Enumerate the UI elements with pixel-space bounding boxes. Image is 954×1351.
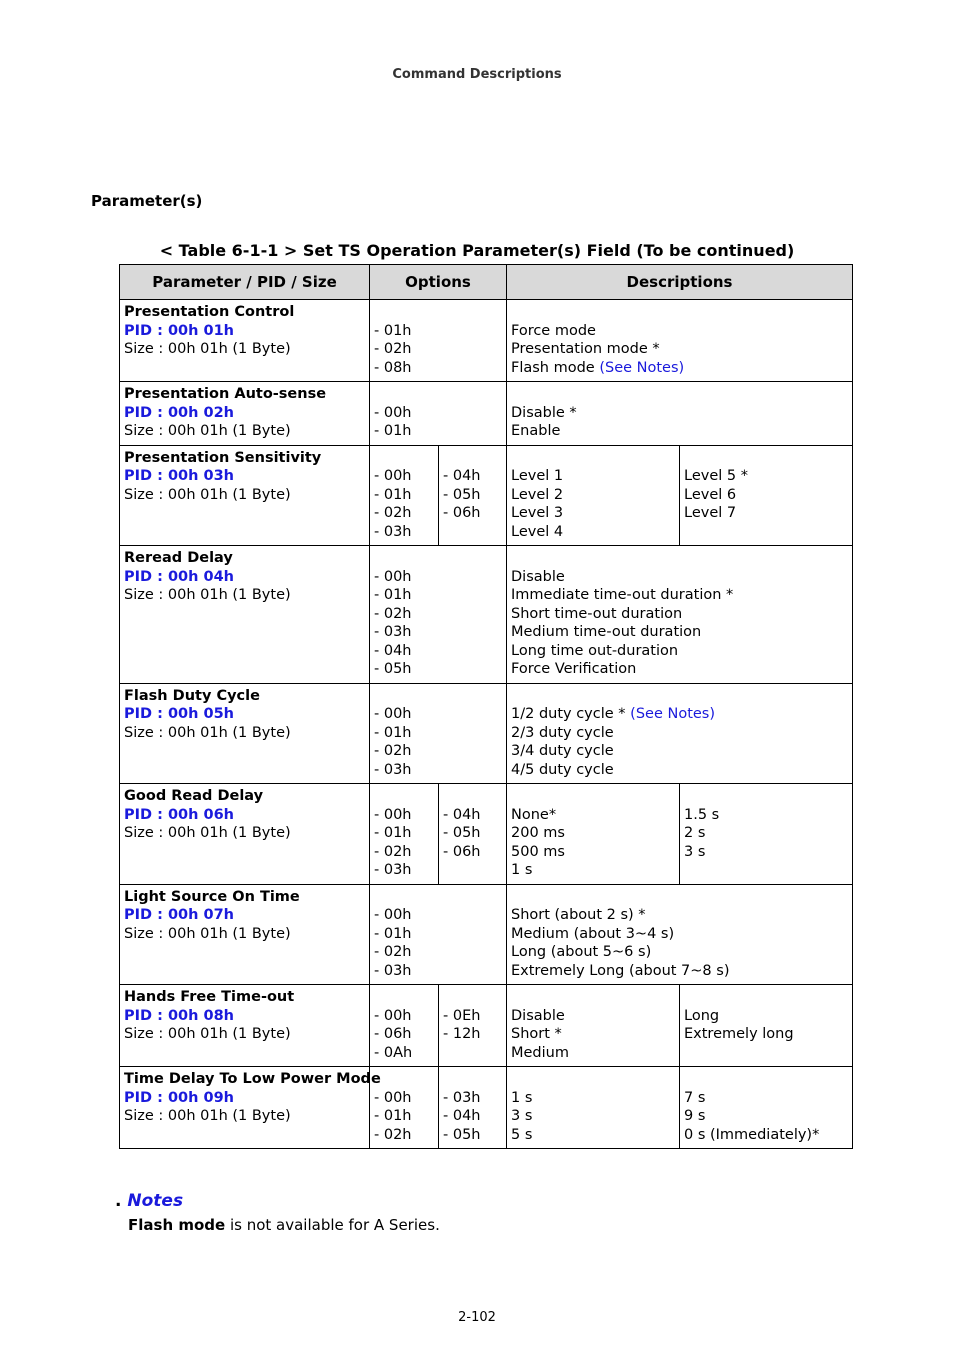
parameter-pid: PID : 00h 06h (124, 806, 235, 823)
cell-line-text: 2/3 duty cycle (511, 724, 614, 741)
cell-line-text: Force mode (511, 322, 596, 339)
cell-spacer (374, 687, 502, 706)
cell-line (511, 660, 848, 679)
descriptions-cell (507, 546, 853, 684)
cell-line-text: Enable (511, 423, 561, 439)
cell-line (684, 1107, 848, 1126)
table-body (120, 300, 853, 1149)
cell-line-text: 7 s (684, 1089, 706, 1106)
cell-line-text: 3 s (511, 1108, 533, 1124)
cell-line (443, 467, 502, 486)
cell-line-text: 2 s (684, 825, 706, 841)
cell-line (684, 1007, 848, 1026)
cell-line-text: - 0Eh (443, 1007, 481, 1024)
cell-line (443, 806, 502, 825)
parameter-size: Size : 00h 01h (1 Byte) (124, 825, 291, 841)
cell-line-text: None* (511, 806, 557, 823)
cell-line (374, 660, 502, 679)
cell-spacer (374, 449, 434, 468)
notes-heading (115, 1191, 183, 1211)
cell-line (511, 724, 848, 743)
options-cell (370, 382, 507, 446)
cell-line (684, 486, 848, 505)
cell-line (374, 843, 434, 862)
cell-line (374, 486, 434, 505)
descriptions-cell-left (507, 1067, 680, 1149)
running-header: Command Descriptions (392, 67, 562, 82)
cell-spacer (511, 687, 848, 706)
parameter-cell (120, 546, 370, 684)
column-header-options: Options (370, 265, 507, 300)
cell-line-text: - 01h (374, 587, 412, 603)
cell-line (511, 906, 848, 925)
options-cell-right (439, 985, 507, 1067)
parameter-pid: PID : 00h 08h (124, 1007, 235, 1024)
parameter-pid: PID : 00h 04h (124, 568, 235, 585)
cell-spacer (374, 303, 502, 322)
parameter-size: Size : 00h 01h (1 Byte) (124, 486, 291, 503)
cell-line-text: Flash mode (511, 359, 595, 376)
notes-body (128, 1216, 440, 1234)
parameter-pid: PID : 00h 02h (124, 404, 235, 421)
parameter-size: Size : 00h 01h (1 Byte) (124, 925, 291, 942)
cell-line (511, 742, 848, 761)
cell-line-text: - 04h (374, 642, 412, 659)
cell-line-text: Extremely Long (about 7~8 s) (511, 962, 730, 979)
cell-line-text: - 02h (374, 341, 412, 357)
table-row (120, 445, 853, 546)
cell-line (511, 843, 675, 862)
parameter-size: Size : 00h 01h (1 Byte) (124, 341, 291, 357)
cell-line (511, 523, 675, 542)
cell-line-text: - 02h (374, 944, 412, 960)
parameter-pid: PID : 00h 01h (124, 322, 235, 339)
options-cell-left (370, 985, 439, 1067)
cell-line-text: 200 ms (511, 825, 565, 841)
table-row (120, 784, 853, 885)
cell-line (511, 1007, 675, 1026)
cell-line (374, 1089, 434, 1108)
cell-line-text: 5 s (511, 1126, 533, 1143)
descriptions-cell (507, 300, 853, 382)
parameter-name: Flash Duty Cycle (124, 687, 260, 704)
cell-line (443, 1025, 502, 1044)
cell-line (511, 761, 848, 780)
parameter-size: Size : 00h 01h (1 Byte) (124, 587, 291, 603)
cell-line-text: 9 s (684, 1108, 706, 1124)
parameter-cell (120, 884, 370, 985)
cell-spacer (511, 303, 848, 322)
parameter-name: Light Source On Time (124, 888, 300, 905)
cell-line-text: Disable (511, 568, 565, 585)
column-header-parameter: Parameter / PID / Size (120, 265, 370, 300)
options-cell (370, 683, 507, 784)
cell-line-text: Level 2 (511, 486, 564, 503)
cell-line-text: - 03h (374, 624, 412, 640)
cell-line-text: 0 s (Immediately)* (684, 1126, 820, 1143)
cell-line-text: - 01h (374, 825, 412, 841)
table-row (120, 1067, 853, 1149)
cell-line (374, 1025, 434, 1044)
cell-line (511, 467, 675, 486)
cell-line-text: Medium (about 3~4 s) (511, 925, 675, 942)
cell-line (511, 824, 675, 843)
table-caption: < Table 6-1-1 > Set TS Operation Parameter(s) Field (To be continued) (159, 241, 795, 260)
cell-line-text: Disable * (511, 404, 577, 421)
cell-line (374, 340, 502, 359)
cell-line (443, 1107, 502, 1126)
cell-line-text: - 02h (374, 505, 412, 521)
cell-line (374, 824, 434, 843)
cell-line (684, 1126, 848, 1145)
cell-line-text: - 01h (374, 423, 412, 439)
cell-spacer (511, 888, 848, 907)
parameter-cell (120, 300, 370, 382)
table-row (120, 985, 853, 1067)
parameter-name: Time Delay To Low Power Mode (124, 1071, 381, 1087)
cell-line (511, 861, 675, 880)
cell-line-text: Short * (511, 1026, 562, 1042)
descriptions-cell (507, 884, 853, 985)
cell-line (374, 642, 502, 661)
column-header-descriptions: Descriptions (507, 265, 853, 300)
cell-line-text: - 01h (374, 486, 412, 503)
cell-line (374, 1107, 434, 1126)
see-notes-link: (See Notes) (630, 706, 716, 722)
cell-line (684, 467, 848, 486)
cell-line (511, 340, 848, 359)
cell-line (511, 1107, 675, 1126)
page-number: 2-102 (458, 1310, 496, 1325)
cell-line-text: Presentation mode * (511, 341, 660, 357)
options-cell (370, 300, 507, 382)
cell-line-text: 1.5 s (684, 806, 720, 823)
cell-line-text: - 00h (374, 806, 412, 823)
cell-line-text: - 00h (374, 1089, 412, 1106)
cell-line-text: Long (about 5~6 s) (511, 944, 652, 960)
cell-line (374, 943, 502, 962)
cell-line-text: Short time-out duration (511, 605, 683, 622)
cell-line-text: Medium (511, 1044, 569, 1061)
cell-line-text: Level 7 (684, 505, 737, 521)
cell-line-text: - 05h (443, 825, 481, 841)
cell-line (374, 861, 434, 880)
cell-line-text: Disable (511, 1007, 565, 1024)
cell-line (374, 1007, 434, 1026)
cell-line-text: - 02h (374, 605, 412, 622)
notes-text: is not available for A Series. (225, 1216, 440, 1234)
descriptions-cell-left (507, 985, 680, 1067)
cell-line-text: Immediate time-out duration * (511, 587, 734, 603)
parameter-pid: PID : 00h 09h (124, 1089, 235, 1106)
cell-line (443, 1089, 502, 1108)
cell-line (511, 504, 675, 523)
cell-line-text: Level 1 (511, 468, 564, 484)
cell-line-text: Level 6 (684, 486, 737, 503)
cell-line-text: - 04h (443, 806, 481, 823)
notes-title: Notes (127, 1191, 184, 1211)
options-cell (370, 884, 507, 985)
cell-line-text: 500 ms (511, 843, 565, 860)
cell-line (443, 843, 502, 862)
cell-line-text: - 03h (374, 862, 412, 878)
parameter-name: Good Read Delay (124, 788, 264, 804)
cell-line-text: 1 s (511, 1089, 533, 1106)
parameter-cell (120, 683, 370, 784)
cell-line-text: - 03h (374, 761, 412, 778)
cell-spacer (374, 988, 434, 1007)
cell-spacer (511, 385, 848, 404)
cell-line-text: - 02h (374, 743, 412, 759)
parameter-cell (120, 1067, 381, 1149)
cell-line-text: - 05h (374, 661, 412, 677)
cell-line (374, 422, 502, 441)
cell-line (443, 486, 502, 505)
cell-line-text: - 0Ah (374, 1044, 413, 1061)
cell-line (443, 1126, 502, 1145)
options-cell-right (439, 1067, 507, 1149)
section-title: Parameter(s) (91, 192, 203, 210)
parameter-name: Presentation Sensitivity (124, 449, 322, 466)
descriptions-cell (507, 683, 853, 784)
parameter-size: Size : 00h 01h (1 Byte) (124, 1026, 291, 1042)
cell-line (511, 404, 848, 423)
cell-line (374, 586, 502, 605)
cell-line-text: - 01h (374, 925, 412, 942)
cell-line (374, 742, 502, 761)
cell-line-text: - 03h (443, 1089, 481, 1106)
cell-line-text: Level 4 (511, 523, 564, 540)
parameter-pid: PID : 00h 03h (124, 468, 235, 484)
cell-line (511, 925, 848, 944)
parameter-table (119, 264, 853, 1149)
cell-spacer (374, 385, 502, 404)
cell-line (684, 1025, 848, 1044)
parameter-name: Presentation Control (124, 304, 295, 320)
descriptions-cell-right (680, 784, 853, 885)
cell-line-text: - 06h (443, 505, 481, 521)
options-cell-left (370, 784, 439, 885)
table-row (120, 683, 853, 784)
cell-line-text: - 00h (374, 1007, 412, 1024)
cell-line (374, 623, 502, 642)
cell-line (443, 1007, 502, 1026)
descriptions-cell-left (507, 445, 680, 546)
cell-line-text: 1/2 duty cycle * (511, 706, 626, 722)
options-cell (370, 546, 507, 684)
cell-spacer (443, 1070, 502, 1089)
table-row (120, 884, 853, 985)
cell-line (511, 623, 848, 642)
options-cell-right (439, 445, 507, 546)
notes-term: Flash mode (128, 1216, 226, 1234)
cell-line (511, 705, 848, 724)
cell-spacer (443, 787, 502, 806)
cell-line (511, 486, 675, 505)
cell-line-text: - 00h (374, 706, 412, 722)
cell-line-text: Extremely long (684, 1026, 794, 1042)
cell-spacer (374, 549, 502, 568)
cell-spacer (684, 449, 848, 468)
cell-line (443, 824, 502, 843)
parameter-size: Size : 00h 01h (1 Byte) (124, 1108, 291, 1124)
parameter-cell (120, 985, 370, 1067)
cell-line-text: - 00h (374, 907, 412, 923)
table-row (120, 546, 853, 684)
parameter-size: Size : 00h 01h (1 Byte) (124, 423, 291, 439)
cell-line-text: - 02h (374, 843, 412, 860)
cell-line (511, 605, 848, 624)
cell-line-text: - 05h (443, 486, 481, 503)
cell-line (374, 806, 434, 825)
cell-line-text: Level 3 (511, 505, 564, 521)
descriptions-cell-right (680, 445, 853, 546)
cell-spacer (511, 787, 675, 806)
options-cell-left (370, 445, 439, 546)
parameter-size: Size : 00h 01h (1 Byte) (124, 724, 291, 741)
cell-line (374, 467, 434, 486)
descriptions-cell-left (507, 784, 680, 885)
cell-line (374, 359, 502, 378)
cell-line-text: 1 s (511, 862, 533, 878)
cell-line-text: - 01h (374, 724, 412, 741)
cell-line (374, 404, 502, 423)
cell-line-text: - 04h (443, 468, 481, 484)
cell-line (684, 843, 848, 862)
cell-line-text: Long time out-duration (511, 642, 679, 659)
cell-spacer (684, 1070, 848, 1089)
cell-line (511, 1044, 675, 1063)
cell-line (374, 322, 502, 341)
cell-line (374, 925, 502, 944)
parameter-cell (120, 784, 370, 885)
cell-line (374, 1044, 434, 1063)
cell-line (511, 1126, 675, 1145)
cell-spacer (511, 549, 848, 568)
cell-line (374, 1126, 434, 1145)
cell-line-text: - 06h (374, 1026, 412, 1042)
cell-line (684, 806, 848, 825)
cell-line-text: - 03h (374, 523, 412, 540)
cell-line-text: - 02h (374, 1126, 412, 1143)
cell-spacer (684, 787, 848, 806)
cell-line (511, 1025, 675, 1044)
cell-spacer (374, 787, 434, 806)
cell-spacer (511, 1070, 675, 1089)
cell-line (511, 568, 848, 587)
cell-line-text: Level 5 * (684, 468, 748, 484)
notes-bullet: . (115, 1191, 122, 1211)
cell-line-text: 3 s (684, 843, 706, 860)
cell-line (374, 906, 502, 925)
cell-line-text: - 00h (374, 568, 412, 585)
parameter-name: Reread Delay (124, 550, 233, 566)
cell-line-text: Force Verification (511, 661, 637, 677)
descriptions-cell-right (680, 1067, 853, 1149)
cell-line (511, 806, 675, 825)
cell-line-text: - 04h (443, 1108, 481, 1124)
cell-line (443, 504, 502, 523)
cell-line-text: - 03h (374, 962, 412, 979)
cell-spacer (684, 988, 848, 1007)
table-row (120, 382, 853, 446)
cell-line-text: - 00h (374, 404, 412, 421)
cell-line (374, 523, 434, 542)
descriptions-cell-right (680, 985, 853, 1067)
cell-spacer (443, 449, 502, 468)
parameter-name: Hands Free Time-out (124, 989, 295, 1005)
cell-line (511, 642, 848, 661)
cell-line (511, 586, 848, 605)
cell-line-text: Long (684, 1007, 720, 1024)
cell-line (511, 962, 848, 981)
cell-line (684, 504, 848, 523)
cell-line-text: - 06h (443, 843, 481, 860)
cell-spacer (511, 988, 675, 1007)
cell-line (374, 705, 502, 724)
cell-line (374, 605, 502, 624)
cell-spacer (374, 888, 502, 907)
cell-line (374, 962, 502, 981)
cell-line-text: - 01h (374, 1108, 412, 1124)
cell-line (511, 943, 848, 962)
see-notes-link: (See Notes) (599, 359, 685, 376)
cell-line (374, 761, 502, 780)
cell-line (511, 322, 848, 341)
descriptions-cell (507, 382, 853, 446)
cell-line-text: - 08h (374, 359, 412, 376)
cell-line-text: - 01h (374, 322, 412, 339)
cell-line (511, 359, 848, 378)
cell-line (374, 724, 502, 743)
cell-line-text: Short (about 2 s) * (511, 907, 646, 923)
cell-line (374, 568, 502, 587)
table-row (120, 300, 853, 382)
options-cell-right (439, 784, 507, 885)
cell-line-text: 3/4 duty cycle (511, 743, 614, 759)
parameter-cell (120, 445, 370, 546)
parameter-pid: PID : 00h 07h (124, 907, 235, 923)
cell-line-text: - 05h (443, 1126, 481, 1143)
cell-line (374, 504, 434, 523)
parameter-cell (120, 382, 370, 446)
cell-spacer (374, 1070, 434, 1089)
cell-line (684, 824, 848, 843)
parameter-pid: PID : 00h 05h (124, 706, 235, 722)
table-header-row (120, 265, 853, 300)
cell-line-text: - 12h (443, 1026, 481, 1042)
cell-spacer (443, 988, 502, 1007)
parameter-name: Presentation Auto-sense (124, 386, 327, 402)
cell-line (511, 422, 848, 441)
cell-line-text: - 00h (374, 468, 412, 484)
cell-line (684, 1089, 848, 1108)
cell-line (511, 1089, 675, 1108)
cell-line-text: 4/5 duty cycle (511, 761, 614, 778)
cell-line-text: Medium time-out duration (511, 624, 702, 640)
cell-spacer (511, 449, 675, 468)
